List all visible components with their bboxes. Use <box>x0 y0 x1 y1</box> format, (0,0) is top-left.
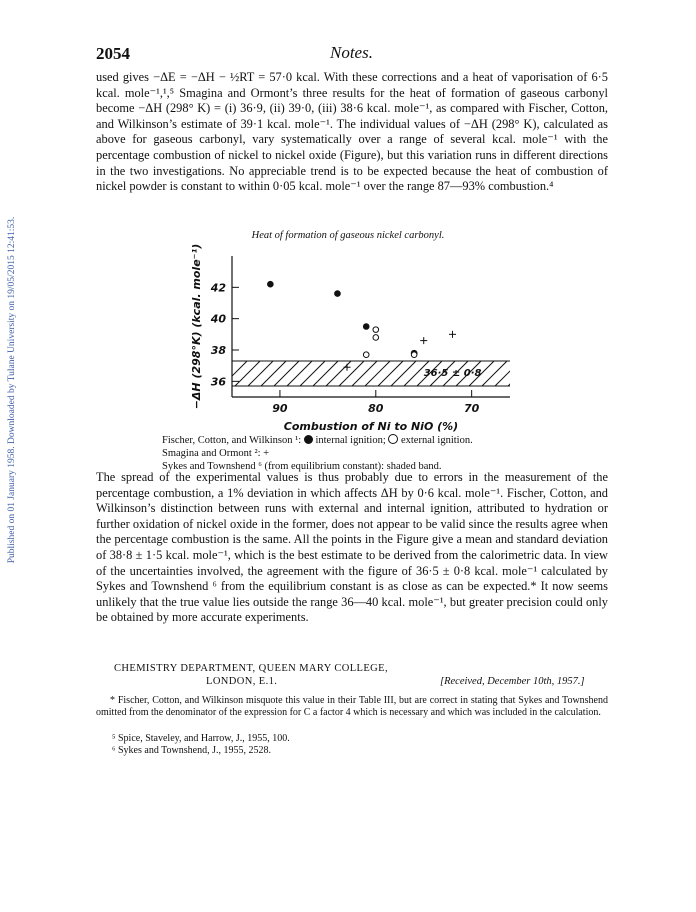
hatch-line <box>235 361 260 386</box>
page-number: 2054 <box>96 44 130 63</box>
caption-internal: internal ignition; <box>315 435 386 446</box>
hatch-line <box>313 361 338 386</box>
caption-smagina: Smagina and Ormont ²: + <box>162 447 270 459</box>
footnote-star: * Fischer, Cotton, and Wilkinson misquote this value in their Table III, but are correct in stating that Sykes and Townshend omitted from the denominator of the expression for C a factor 4 which is necessary and which was included in the calculation. <box>96 695 608 719</box>
caption-external: external ignition. <box>400 435 473 446</box>
x-axis-label: Combustion of Ni to NiO (%) <box>283 420 459 433</box>
footnote-5: ⁵ Spice, Staveley, and Harrow, J., 1955, 100. <box>112 733 290 744</box>
paragraph-1: used gives −ΔE = −ΔH − ½RT = 57·0 kcal. With these corrections and a heat of vaporisation of 6·5 kcal. mole⁻¹,¹,⁵ Smagina and Ormont’s three results for the heat of formation of gaseous carbonyl become −ΔH (298° K) = (i) 36·9, (ii) 39·0, (iii) 38·6 kcal. mole⁻¹, as compared with Fischer, Cotton, and Wilkinson’s estimate of 39·1 kcal. mole⁻¹. The individual values of −ΔH (298° K), calculated as above for gaseous carbonyl, vary systematically over a range of several kcal. mole⁻¹ with the percentage combustion of nickel to nickel oxide (Figure), but this variation runs in different directions in the two investigations. No appreciable trend is to be expected because the heat of combustion of nickel powder is constant to within 0·05 kcal. mole⁻¹ over the range 87—93% combustion.⁴ <box>96 70 608 194</box>
hatch-line <box>482 361 507 386</box>
external-ignition-point <box>373 335 379 341</box>
smagina-point <box>449 331 456 338</box>
open-circle-icon <box>388 434 398 444</box>
x-tick-label: 90 <box>272 402 288 415</box>
figure-title: Heat of formation of gaseous nickel carbonyl. <box>251 230 445 241</box>
external-ignition-point <box>411 352 417 358</box>
y-tick-label: 40 <box>210 312 226 326</box>
hatch-line <box>300 361 325 386</box>
hatch-line <box>261 361 286 386</box>
chart-points <box>267 281 456 371</box>
internal-ignition-point <box>267 281 274 288</box>
hatch-line <box>378 361 403 386</box>
chart-ticks <box>210 281 480 415</box>
caption-fischer: Fischer, Cotton, and Wilkinson ¹: <box>162 435 302 446</box>
band-label: 36·5 ± 0·8 <box>423 367 482 379</box>
smagina-point <box>344 364 351 371</box>
hatch-line <box>248 361 273 386</box>
address-line-1: CHEMISTRY DEPARTMENT, QUEEN MARY COLLEGE, <box>114 663 388 674</box>
internal-ignition-point <box>334 290 341 297</box>
hatch-line <box>287 361 312 386</box>
paragraph-2: The spread of the experimental values is thus probably due to errors in the measurement of the percentage combustion, a 1% deviation in which affects ΔH by 0·6 kcal. mole⁻¹. Fischer, Cotton, and Wilkinson’s distinction between runs with external and internal ignition, attributed to hydration or further oxidation of nickel oxide in the former, does not appear to be valid since the results agree when the percentage combustion is the same. All the points in the Figure give a mean and standard deviation of 38·8 ± 1·5 kcal. mole⁻¹, which is the best estimate to be derived from the calorimetric data. In view of the uncertainties involved, the agreement with the figure of 36·5 ± 0·8 kcal. mole⁻¹ calculated by Sykes and Townshend ⁶ from the equilibrium constant is as close as can be expected.* It now seems unlikely that the true value lies outside the range 36—40 kcal. mole⁻¹, but greater precision could only be obtained by more accurate experiments. <box>96 470 608 625</box>
smagina-point <box>420 337 427 344</box>
x-tick-label: 80 <box>368 402 384 415</box>
x-tick-label: 70 <box>463 402 480 415</box>
running-title: Notes. <box>330 43 373 62</box>
hatch-line <box>274 361 299 386</box>
external-ignition-point <box>363 352 369 358</box>
footnote-6: ⁶ Sykes and Townshend, J., 1955, 2528. <box>112 745 271 756</box>
watermark-text: Published on 01 January 1958. Downloaded by Tulane University on 19/05/2015 12:41:53. <box>7 216 17 564</box>
scatter-chart <box>180 240 520 435</box>
y-tick-label: 38 <box>210 344 226 357</box>
y-axis-label: −ΔH (298°K) (kcal. mole⁻¹) <box>190 243 203 410</box>
filled-circle-icon <box>304 435 313 444</box>
address-line-2: LONDON, E.1. <box>206 676 278 687</box>
caption-sykes: Sykes and Townshend ⁶ (from equilibrium constant): shaded band. <box>162 460 442 472</box>
received-date: [Received, December 10th, 1957.] <box>440 676 585 687</box>
figure-caption <box>162 434 473 473</box>
internal-ignition-point <box>363 323 370 330</box>
hatch-line <box>365 361 390 386</box>
external-ignition-point <box>373 327 379 333</box>
download-watermark <box>2 130 22 650</box>
hatch-line <box>339 361 364 386</box>
y-tick-label: 36 <box>210 375 226 389</box>
hatch-line <box>508 361 520 386</box>
hatch-line <box>391 361 416 386</box>
y-tick-label: 42 <box>210 281 226 295</box>
hatch-line <box>352 361 377 386</box>
hatch-line <box>495 361 520 386</box>
